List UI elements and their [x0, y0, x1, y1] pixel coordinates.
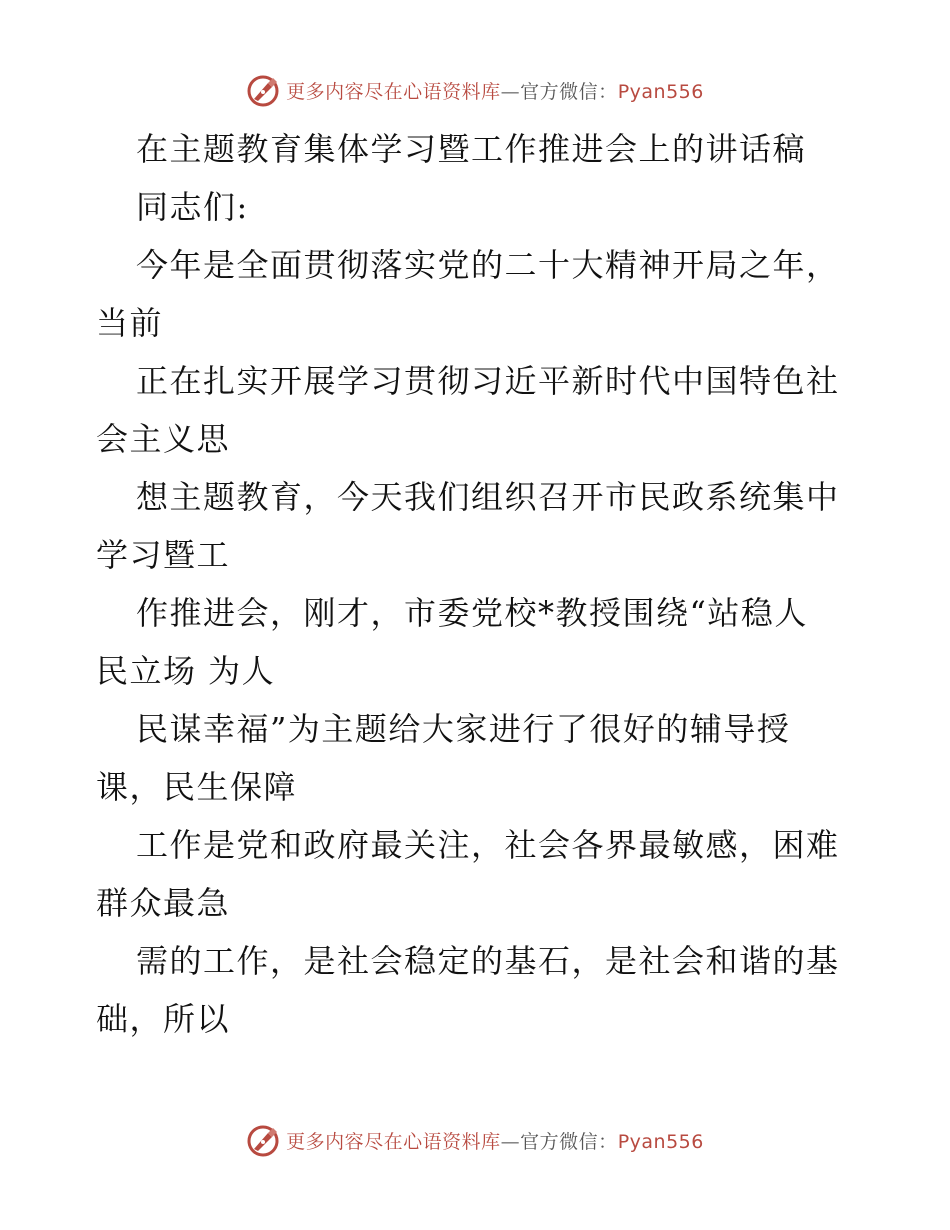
header-handle: Pyan556 [617, 80, 704, 103]
paragraph-line: 民立场 为人 [96, 652, 276, 690]
header-dash: — [500, 80, 521, 103]
paragraph-line: 今年是全面贯彻落实党的二十大精神开局之年， [136, 246, 840, 284]
footer-handle: Pyan556 [617, 1130, 704, 1153]
header-brand-name: 更多内容尽在心语资料库 [286, 80, 501, 103]
page-footer [0, 1120, 950, 1160]
paragraph-line: 会主义思 [96, 420, 231, 458]
page-header [0, 70, 950, 110]
pen-nib-logo-icon [246, 73, 280, 107]
paragraph-line: 想主题教育，今天我们组织召开市民政系统集中 [136, 478, 840, 516]
header-brand [246, 73, 704, 107]
header-official-label: 官方微信： [520, 80, 618, 103]
footer-brand [246, 1123, 704, 1157]
paragraph-line: 课，民生保障 [96, 768, 298, 806]
paragraph-line: 正在扎实开展学习贯彻习近平新时代中国特色社 [136, 362, 840, 400]
paragraph-line: 作推进会，刚才，市委党校*教授围绕“站稳人 [136, 594, 808, 632]
footer-brand-name: 更多内容尽在心语资料库 [286, 1130, 501, 1153]
paragraph-line: 工作是党和政府最关注，社会各界最敏感，困难 [136, 826, 840, 864]
document-title: 在主题教育集体学习暨工作推进会上的讲话稿 [136, 130, 807, 168]
paragraph-line: 础，所以 [96, 1000, 231, 1038]
footer-text [286, 1127, 704, 1154]
footer-dash: — [500, 1130, 521, 1153]
paragraph-line: 需的工作，是社会稳定的基石，是社会和谐的基 [136, 942, 840, 980]
paragraph-line: 学习暨工 [96, 536, 231, 574]
document-body [96, 120, 866, 1048]
pen-nib-logo-icon [246, 1123, 280, 1157]
paragraph-line: 群众最急 [96, 884, 231, 922]
paragraph-line: 民谋幸福”为主题给大家进行了很好的辅导授 [136, 710, 791, 748]
document-greeting: 同志们: [136, 188, 249, 226]
footer-official-label: 官方微信： [520, 1130, 618, 1153]
paragraph-line: 当前 [96, 304, 164, 342]
header-text [286, 77, 704, 104]
